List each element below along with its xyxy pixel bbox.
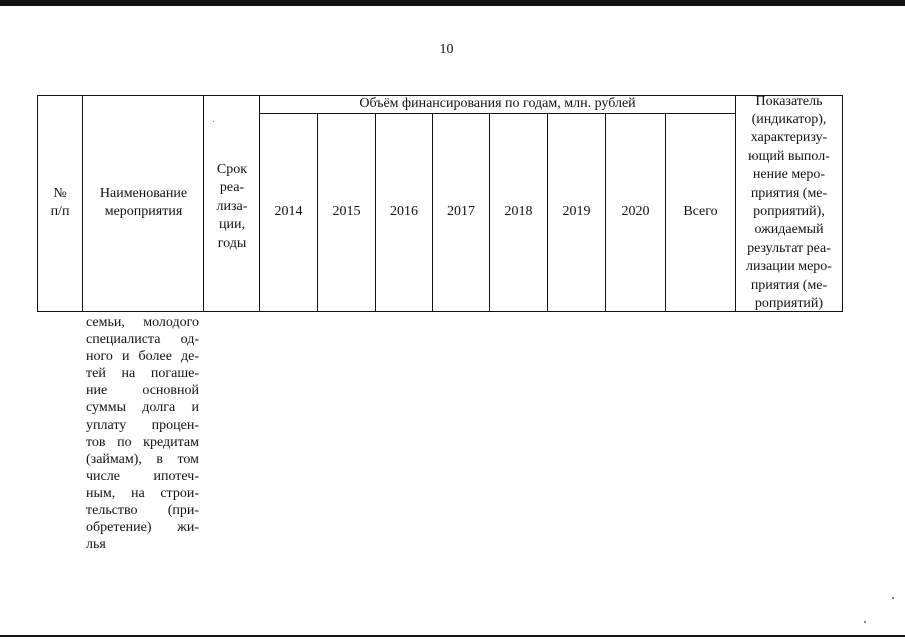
text-line: семьи, молодого: [86, 315, 199, 330]
text-line: тей на погаше-: [86, 366, 199, 382]
year-header-2015: 2015: [332, 204, 361, 220]
table-bottom-line: [37, 311, 843, 312]
header-line: п/п: [50, 204, 70, 219]
header-line: ции,: [219, 217, 245, 233]
top-border: [0, 0, 905, 6]
total-header: Всего: [683, 204, 718, 220]
header-line: лизации меро-: [746, 259, 832, 275]
header-line: реа-: [219, 180, 245, 196]
funding-group-header: Объём финансирования по годам, млн. рублей: [359, 96, 636, 111]
header-line: Срок: [216, 161, 248, 177]
header-line: приятия (ме-: [750, 277, 828, 293]
header-line: ожидаемый: [754, 222, 824, 238]
col-name-header: [83, 95, 204, 311]
page-number: 10: [439, 42, 454, 57]
header-line: роприятий): [754, 296, 824, 312]
header-line: Показатель: [755, 93, 823, 109]
col-number-header: [37, 95, 83, 311]
year-header-2020: 2020: [621, 204, 650, 220]
text-line: суммы долга и: [86, 400, 199, 416]
scan-speck: [892, 597, 894, 599]
header-line: ющий выпол-: [748, 148, 830, 164]
header-line: годы: [217, 235, 247, 251]
header-line: приятия (ме-: [750, 185, 828, 201]
text-line: ным, на строи-: [86, 485, 199, 501]
header-line: (индикатор),: [751, 111, 827, 127]
header-line: Наименование: [99, 185, 188, 201]
header-line: нение меро-: [752, 167, 826, 183]
text-line: уплату процен-: [86, 417, 199, 433]
header-line: лиза-: [216, 198, 248, 214]
indicator-header: [736, 95, 842, 311]
measure-name-continuation: [86, 314, 199, 553]
header-line: мероприятия: [104, 204, 183, 219]
year-header-2014: 2014: [274, 204, 303, 220]
text-line: ние основной: [86, 383, 199, 399]
col-term-header: [204, 95, 260, 311]
header-line: характеризу-: [750, 130, 828, 146]
header-line: роприятий),: [753, 204, 825, 219]
text-line: лья: [86, 537, 106, 553]
scan-speck: [213, 121, 214, 122]
col-line: [842, 95, 843, 312]
text-line: ного и более де-: [86, 349, 199, 365]
header-line: №: [53, 185, 67, 201]
header-line: результат реа-: [747, 240, 831, 256]
scan-speck: [864, 621, 866, 623]
text-line: (займам), в том: [86, 451, 199, 467]
text-line: числе ипотеч-: [86, 468, 199, 484]
text-line: тельство (при-: [86, 503, 199, 519]
year-header-2018: 2018: [504, 204, 533, 220]
text-line: тов по кредитам: [86, 434, 199, 450]
year-header-2019: 2019: [562, 204, 591, 220]
bottom-border: [0, 635, 905, 637]
year-header-2016: 2016: [390, 204, 418, 220]
text-line: обретение) жи-: [86, 520, 199, 536]
year-header-2017: 2017: [447, 204, 475, 220]
text-line: специалиста од-: [86, 332, 199, 348]
